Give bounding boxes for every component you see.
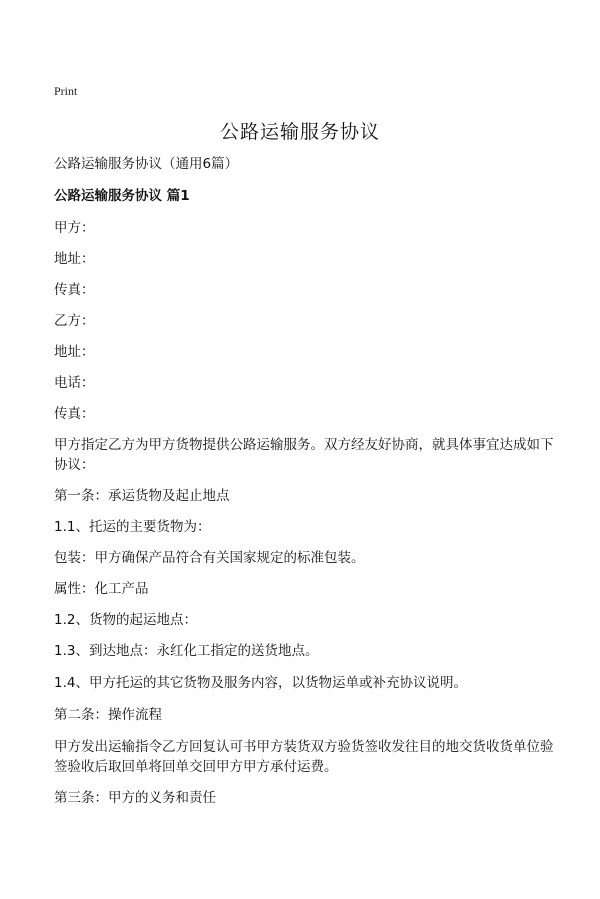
party-b-fax-label: 传真： bbox=[54, 406, 95, 422]
party-b-phone-label: 电话： bbox=[54, 375, 95, 391]
agreement-intro-paragraph: 甲方指定乙方为甲方货物提供公路运输服务。双方经友好协商，就具体事宜达成如下协议： bbox=[54, 437, 554, 473]
clause-1-4: 1.4、甲方托运的其它货物及服务内容，以货物运单或补充协议说明。 bbox=[54, 675, 467, 691]
article-3-heading: 第三条：甲方的义务和责任 bbox=[54, 790, 216, 806]
print-link[interactable]: Print bbox=[54, 84, 78, 98]
operation-process-paragraph: 甲方发出运输指令乙方回复认可书甲方装货双方验货签收发往目的地交货收货单位验签验收后取回单将回单交回甲方甲方承付运费。 bbox=[54, 739, 554, 775]
packaging-clause: 包装：甲方确保产品符合有关国家规定的标准包装。 bbox=[54, 550, 365, 566]
clause-1-3: 1.3、到达地点：永红化工指定的送货地点。 bbox=[54, 643, 319, 659]
attribute-clause: 属性：化工产品 bbox=[54, 581, 149, 597]
clause-1-2: 1.2、货物的起运地点： bbox=[54, 612, 197, 628]
document-subtitle: 公路运输服务协议（通用6篇） bbox=[54, 156, 239, 172]
party-b-address-label: 地址： bbox=[54, 344, 95, 360]
party-a-label: 甲方： bbox=[54, 220, 95, 236]
section-heading: 公路运输服务协议 篇1 bbox=[54, 188, 190, 204]
article-2-heading: 第二条：操作流程 bbox=[54, 707, 162, 723]
clause-1-1: 1.1、托运的主要货物为： bbox=[54, 519, 211, 535]
party-a-fax-label: 传真： bbox=[54, 282, 95, 298]
article-1-heading: 第一条：承运货物及起止地点 bbox=[54, 488, 230, 504]
party-b-label: 乙方： bbox=[54, 313, 95, 329]
document-title: 公路运输服务协议 bbox=[219, 121, 380, 143]
party-a-address-label: 地址： bbox=[54, 251, 95, 267]
